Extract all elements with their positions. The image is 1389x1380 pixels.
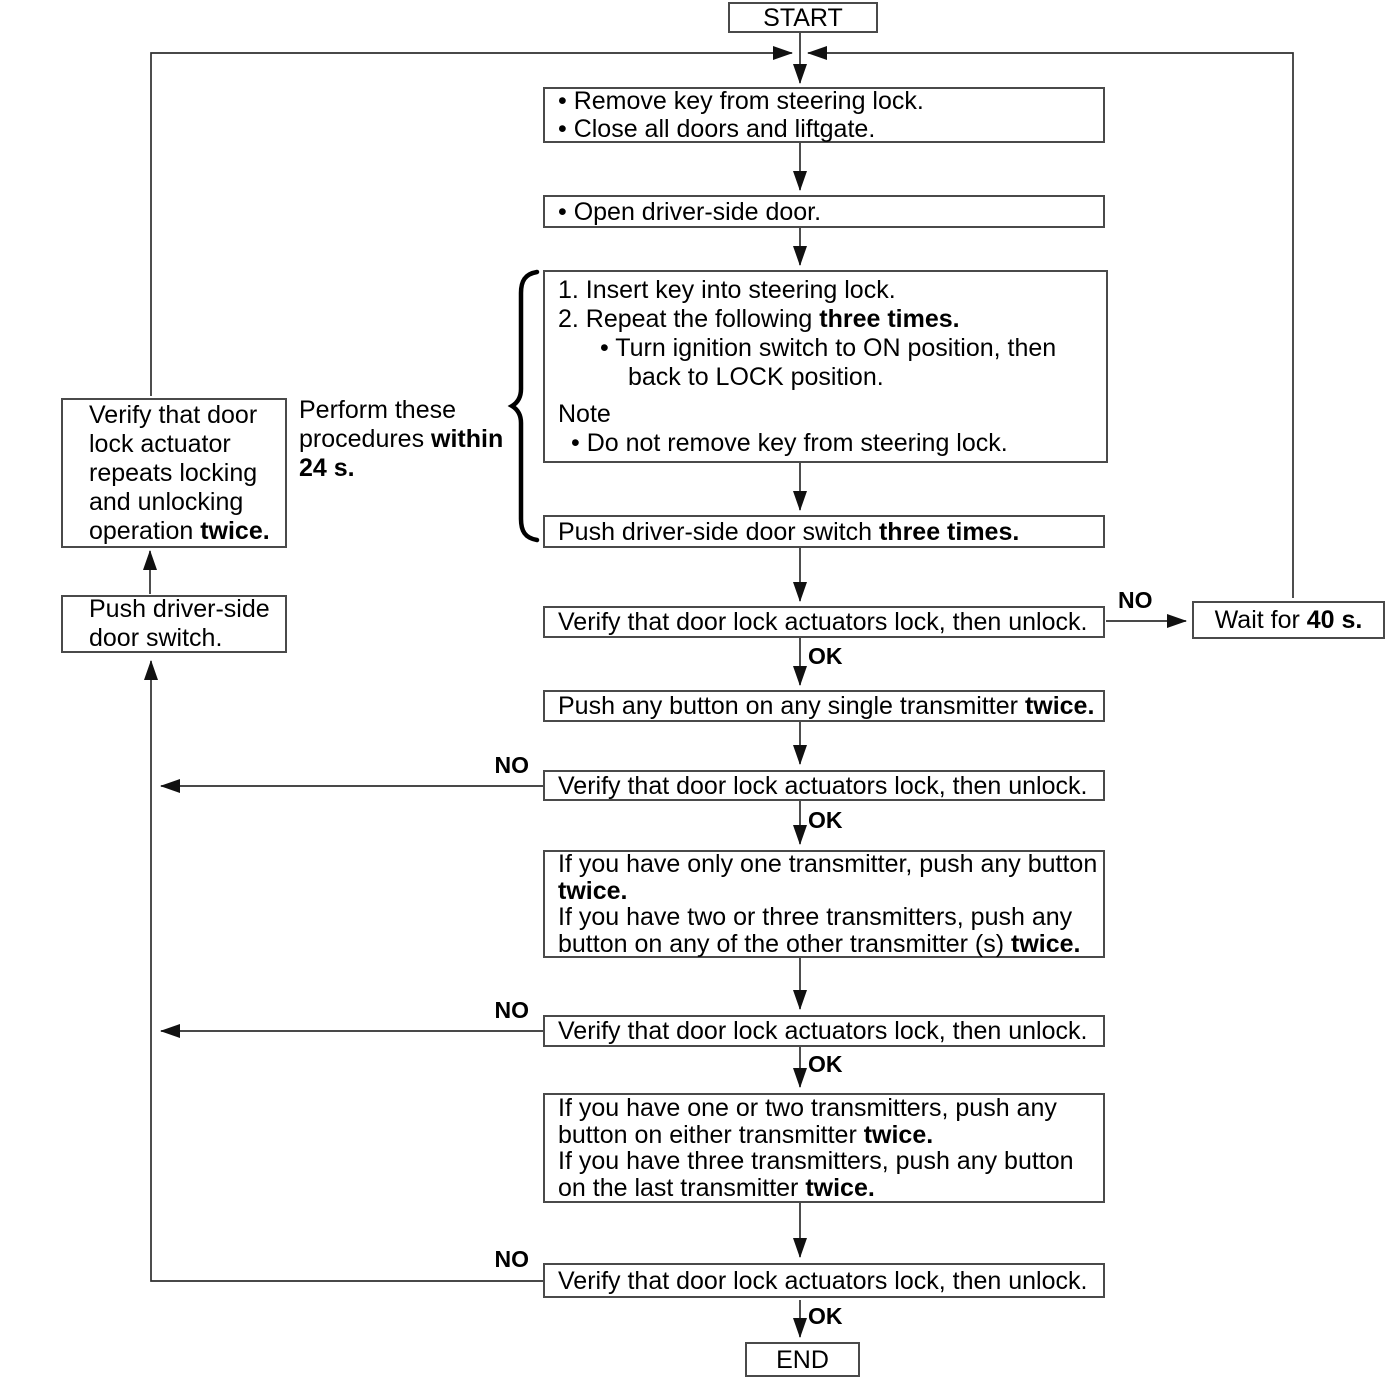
- ok-label-1: OK: [808, 643, 843, 669]
- verify-4-text: Verify that door lock actuators lock, then unlock.: [558, 1266, 1088, 1295]
- node-prepare: [543, 87, 1105, 143]
- push-door-switch-text: Push driver-side door switch.: [89, 595, 270, 652]
- node-last-transmitter: [543, 1093, 1105, 1203]
- perform-within-text: Perform these procedures within 24 s.: [299, 395, 504, 482]
- node-end: [745, 1342, 860, 1377]
- end-label: END: [776, 1345, 829, 1374]
- node-start: [728, 2, 878, 33]
- node-key-cycle: [543, 270, 1108, 463]
- last-transmitter-text: If you have one or two transmitters, push any button on either transmitter twice. If you have three transmitters, push any button on the last transmitter twice.: [558, 1094, 1074, 1202]
- node-verify-3: [543, 1015, 1105, 1047]
- open-door-text: • Open driver-side door.: [558, 197, 822, 226]
- no-label-2: NO: [494, 752, 529, 778]
- push-any-button-text: Push any button on any single transmitter twice.: [558, 692, 1095, 720]
- verify-2-text: Verify that door lock actuators lock, then unlock.: [558, 771, 1088, 800]
- annotation-perform-within-24s: [299, 394, 529, 484]
- wait-40s-text: Wait for 40 s.: [1214, 606, 1363, 634]
- node-other-transmitters: [543, 850, 1105, 958]
- node-verify-actuator-repeat: [61, 398, 287, 548]
- node-wait-40s: [1192, 601, 1385, 639]
- node-open-door: [543, 195, 1105, 228]
- prepare-text: • Remove key from steering lock. • Close all doors and liftgate.: [558, 87, 924, 143]
- node-push-door-switch: [61, 595, 287, 653]
- node-verify-1: [543, 606, 1105, 638]
- node-push-switch-three: [543, 515, 1105, 548]
- ok-label-3: OK: [808, 1051, 843, 1077]
- node-verify-4: [543, 1263, 1105, 1298]
- push-switch-three-text: Push driver-side door switch three times.: [558, 517, 1020, 546]
- verify-actuator-repeat-text: Verify that door lock actuator repeats locking and unlocking operation twice.: [89, 400, 270, 545]
- no-label-4: NO: [494, 1246, 529, 1272]
- start-label: START: [763, 3, 843, 32]
- verify-1-text: Verify that door lock actuators lock, then unlock.: [558, 608, 1088, 636]
- other-transmitters-text: If you have only one transmitter, push any button twice. If you have two or three transmitters, push any button on any of the other transmitter (s) twice.: [558, 850, 1098, 958]
- no-label-3: NO: [494, 997, 529, 1023]
- node-verify-2: [543, 770, 1105, 801]
- ok-label-4: OK: [808, 1303, 843, 1329]
- node-push-any-button: [543, 690, 1105, 722]
- ok-label-2: OK: [808, 807, 843, 833]
- key-cycle-text: 1. Insert key into steering lock. 2. Repeat the following three times. • Turn ignition switch to ON position, then back to LOCK position. Note • Do not remove key from steering lock.: [558, 275, 1057, 457]
- verify-3-text: Verify that door lock actuators lock, then unlock.: [558, 1017, 1088, 1045]
- no-label-1: NO: [1118, 587, 1153, 613]
